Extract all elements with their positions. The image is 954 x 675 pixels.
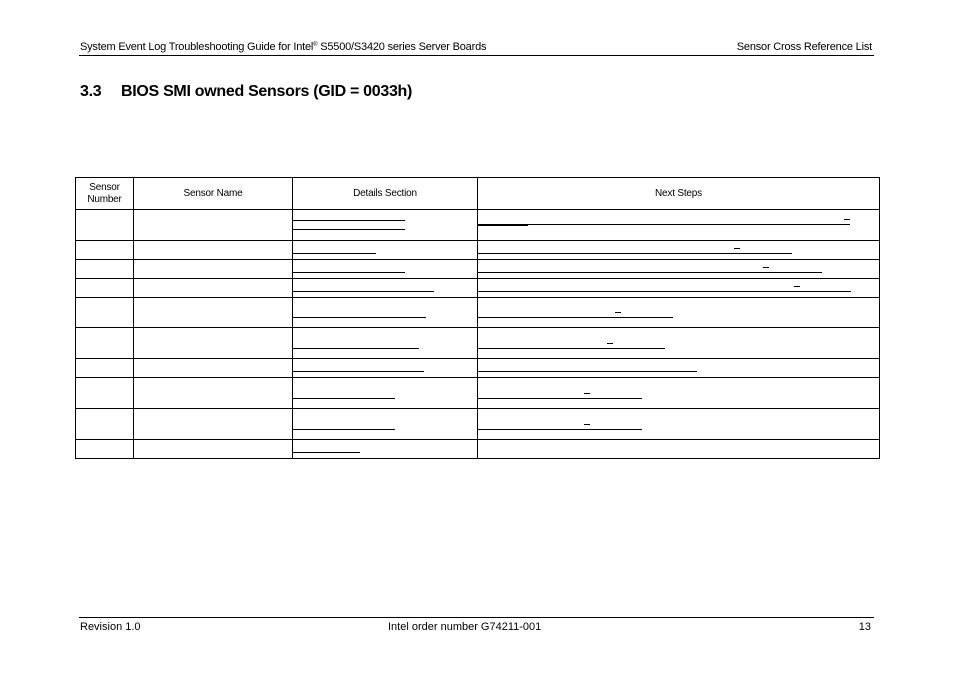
next-steps-link[interactable]	[478, 291, 851, 292]
header-rule	[79, 55, 874, 56]
details-link[interactable]	[293, 272, 405, 273]
next-steps-link[interactable]	[478, 371, 697, 372]
details-link[interactable]	[293, 452, 360, 453]
table-row	[76, 328, 880, 359]
next-steps-cell	[478, 409, 880, 440]
sensor-name-cell	[134, 440, 293, 459]
section-title-text: BIOS SMI owned Sensors (GID = 0033h)	[121, 83, 413, 100]
running-header-chapter: Sensor Cross Reference List	[736, 41, 872, 53]
details-link[interactable]	[293, 317, 426, 318]
col-sensor-number: Sensor Number	[76, 178, 134, 210]
details-link[interactable]	[293, 220, 405, 221]
next-steps-link[interactable]	[478, 253, 792, 254]
col-sensor-name: Sensor Name	[134, 178, 293, 210]
table-row	[76, 440, 880, 459]
sensor-number-cell	[76, 440, 134, 459]
details-section-cell	[293, 260, 478, 279]
next-steps-cell	[478, 328, 880, 359]
next-steps-link[interactable]	[478, 224, 850, 225]
sensor-name-cell	[134, 298, 293, 328]
details-section-cell	[293, 279, 478, 298]
col-next-steps: Next Steps	[478, 178, 880, 210]
table-header-row	[76, 178, 880, 210]
details-section-cell	[293, 440, 478, 459]
sensor-number-cell	[76, 409, 134, 440]
sensor-name-cell	[134, 260, 293, 279]
sensor-number-cell	[76, 210, 134, 241]
table-row	[76, 378, 880, 409]
page-number: 13	[858, 621, 871, 633]
section-heading	[80, 83, 412, 101]
details-link[interactable]	[293, 429, 395, 430]
details-section-cell	[293, 328, 478, 359]
details-link[interactable]	[293, 348, 419, 349]
details-link[interactable]	[293, 398, 395, 399]
table-row	[76, 279, 880, 298]
details-section-cell	[293, 409, 478, 440]
next-steps-cell	[478, 260, 880, 279]
next-steps-link[interactable]	[478, 225, 528, 226]
next-steps-link[interactable]	[478, 429, 642, 430]
table-row	[76, 359, 880, 378]
running-header-title: System Event Log Troubleshooting Guide for Intel® S5500/S3420 series Server Boards	[80, 41, 487, 53]
next-steps-cell	[478, 210, 880, 241]
next-steps-cell	[478, 378, 880, 409]
details-link[interactable]	[293, 229, 405, 230]
sensor-number-cell	[76, 241, 134, 260]
details-section-cell	[293, 298, 478, 328]
table-row	[76, 298, 880, 328]
section-number: 3.3	[80, 83, 102, 100]
details-section-cell	[293, 378, 478, 409]
sensor-name-cell	[134, 210, 293, 241]
next-steps-cell	[478, 279, 880, 298]
next-steps-cell	[478, 440, 880, 459]
footer-rule	[79, 617, 874, 618]
col-details-section: Details Section	[293, 178, 478, 210]
sensor-number-cell	[76, 378, 134, 409]
table-row	[76, 409, 880, 440]
sensor-number-cell	[76, 328, 134, 359]
next-steps-link[interactable]	[478, 272, 822, 273]
sensor-name-cell	[134, 378, 293, 409]
sensor-name-cell	[134, 328, 293, 359]
sensor-number-cell	[76, 260, 134, 279]
details-link[interactable]	[293, 253, 376, 254]
next-steps-link[interactable]	[478, 398, 642, 399]
details-link[interactable]	[293, 291, 434, 292]
sensor-name-cell	[134, 359, 293, 378]
next-steps-link[interactable]	[478, 317, 673, 318]
sensor-number-cell	[76, 279, 134, 298]
sensor-table	[75, 177, 880, 459]
sensor-name-cell	[134, 241, 293, 260]
table-row	[76, 210, 880, 241]
next-steps-cell	[478, 241, 880, 260]
details-section-cell	[293, 359, 478, 378]
sensor-name-cell	[134, 409, 293, 440]
sensor-number-cell	[76, 359, 134, 378]
details-section-cell	[293, 210, 478, 241]
table-row	[76, 241, 880, 260]
footer-order-number: Intel order number G74211-001	[388, 621, 542, 633]
next-steps-link[interactable]	[478, 348, 665, 349]
next-steps-cell	[478, 359, 880, 378]
next-steps-cell	[478, 298, 880, 328]
table-row	[76, 260, 880, 279]
registered-mark: ®	[313, 42, 318, 48]
details-section-cell	[293, 241, 478, 260]
sensor-number-cell	[76, 298, 134, 328]
footer-revision: Revision 1.0	[80, 621, 141, 633]
sensor-name-cell	[134, 279, 293, 298]
details-link[interactable]	[293, 371, 424, 372]
